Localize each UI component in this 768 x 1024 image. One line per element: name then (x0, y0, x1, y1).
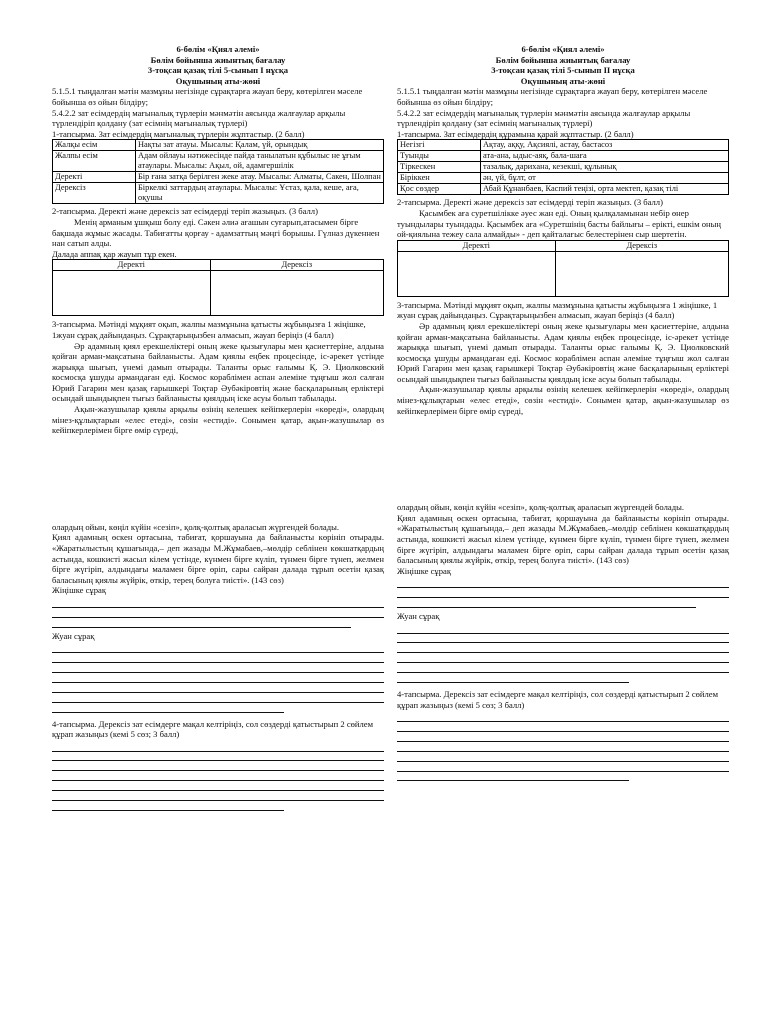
table-header-row (398, 240, 729, 251)
task2-text: Менің арманым ұшқыш болу еді. Сәкен әлиә ағашын суғарып,атасымен бірге бақшада жұмыс жасады. Табиғатты қорғау - адамзаттың мәңгі борышы. Гүлназ дүкеннен нан сатып алды. (52, 216, 380, 249)
table-cell: Қос сөздер (398, 184, 481, 195)
table-cell: Жалқы есім (53, 140, 136, 151)
answer-cell[interactable] (555, 251, 728, 296)
task2-answer-table (52, 259, 384, 316)
task2-text: Далада аппақ қар жауып тұр екен. (52, 248, 177, 259)
reading-text: олардың ойын, көңіл күйін «сезіп», қолқ-қолтық араласып жүргендей болады. (397, 502, 685, 513)
table-row (53, 140, 384, 151)
goal-1: 5.1.5.1 тыңдалған мәтін мазмұны негізінде сұрақтарға жауап беру, көтерілген мәселе бойынша өз ойын білдіру; (397, 86, 708, 107)
variant-title: 3-тоқсан қазақ тілі 5-сынып I нұсқа (147, 65, 289, 76)
table-cell: Туынды (398, 151, 481, 162)
table-row (53, 271, 384, 316)
variant-1-column (52, 44, 384, 811)
section-title: 6-бөлім «Қиял әлемі» (521, 44, 605, 54)
task3-title: 3-тапсырма. Мәтінді мұқият оқып, жалпы мазмұнына қатысты жұбыңызға 1 жіңішке, 1жуан сұрақ дайындаңыз. Сұрақтарыңызбен алмасып, жауап беріңіз (4 балл) (52, 319, 366, 340)
task1-title: 1-тапсырма. Зат есімдердің мағыналық түрлерін жұптастыр. (2 балл) (52, 128, 305, 139)
task3-title: 3-тапсырма. Мәтінді мұқият оқып, жалпы мазмұнына қатысты жұбыңызға 1 жіңішке, 1 жуан сұрақ дайындаңыз. Сұрақтарыңызбен алмасып, жауап беріңіз (4 балл) (397, 299, 718, 321)
table-row (398, 173, 729, 184)
thin-question-label: Жіңішке сұрақ (397, 565, 452, 576)
goal-1: 5.1.5.1 тыңдалған мәтін мазмұны негізінде сұрақтарға жауап беру, көтерілген мәселе бойынша өз ойын білдіру; (52, 86, 363, 107)
table-row (53, 183, 384, 204)
thin-question-answer-lines[interactable] (52, 598, 384, 628)
table-cell: ән, үй, бұлт, от (481, 173, 729, 184)
table-cell: Біркелкі заттардың атаулары. Мысалы: Ұстаз, қала, кеше, аға, оқушы (136, 183, 384, 204)
answer-cell[interactable] (210, 271, 383, 316)
reading-text: Қиял адамның өскен ортасына, табиғат, қоршауына да байланысты көрініп отырады. «Жаратылыстың құшағында,– деп жазады М.Жұмабаев,–мөлдір себлінен көкшатқардың астында, кошкисті жасыл кілем үстінде, күнмен бірге күліп, түнмен бірге түнеп, желмен бірге жүгіріп, алдындағы маламен бірге өріп, сары сайран далада тұрып өсетін қазақ баласының қиялы жүйрік, өткір, терең болуға тиісті». (143 сөз) (52, 532, 384, 585)
table-cell: Дерексіз (53, 183, 136, 204)
table-row (398, 151, 729, 162)
answer-cell[interactable] (398, 251, 556, 296)
column-header: Деректі (398, 240, 556, 251)
table-cell: Негізгі (398, 140, 481, 151)
table-row (53, 151, 384, 172)
table-header-row (53, 260, 384, 271)
reading-text: Әр адамның қиял ерекшеліктері оның жеке қызығулары мен қасиеттеріне, алдына қойған арман-мақсатына байланысты. Адам қиялы еңбек процесінде, іс-әрекет үстінде жарыққа шығып, үнемі дамып отырады. Таланты орыс ғалымы Қ. Э. Циолковский космосқа ұшуды армандаған еді. Космос кораблімен аспан әлеміне тұңғыш жол салған Юрий Гагарин мен қазақ ғарышкері Тоқтар Әубәкіровтің және басқаларының ерліктері осындай шындықпен тығыз байланысты қиялдың іске асуы болып табылады. (52, 340, 384, 404)
student-name-label: Оқушының аты-жөні (175, 75, 261, 86)
table-row (398, 251, 729, 296)
table-row (53, 172, 384, 183)
table-cell: Деректі (53, 172, 136, 183)
goal-2: 5.4.2.2 зат есімдердің мағыналық түрлерін мәнмәтін аясында жалғаулар арқылы түрлендіріп қолдану (зат есімнің мағыналық түрлері) (52, 107, 346, 129)
answer-cell[interactable] (53, 271, 211, 316)
table-row (398, 140, 729, 151)
table-cell: Адам ойлауы нәтижесінде пайда танылатын құбылыс не ұғым атаулары. Мысалы: Ақыл, ой, адамгершілік (136, 151, 384, 172)
task2-text: Қасымбек аға суретшілікке әуес жан еді. Оның қылқаламынан небір өнер туындылары туындады. Қасымбек аға «Суретшінің басты байлығы – ерікті, ешкім оның ой-қиялына тежеу сала алмайды» - деп қайталағыс белестерінен сыр шертетін. (397, 207, 721, 240)
thin-question-answer-lines[interactable] (397, 578, 729, 608)
thick-question-answer-lines[interactable] (397, 624, 729, 683)
table-cell: Абай Құнанбаев, Каспий теңізі, орта мектеп, қазақ тілі (481, 184, 729, 195)
task1-table (52, 139, 384, 204)
thin-question-label: Жіңішке сұрақ (52, 585, 107, 596)
reading-text: Қиял адамның өскен ортасына, табиғат, қоршауына да байланысты көрініп отырады. «Жаратылыстың құшағында,– деп жазады М.Жұмабаев,–мөлдір себлінен көкшатқардың астында, кошкисті жасыл кілем үстінде, күнмен бірге күліп, түнмен бірге түнеп, желмен бірге жүгіріп, алдындағы маламен бірге өріп, сары сайран далада тұрып өсетін қазақ баласының қиялы жүйрік, өткір, терең болуға тиісті». (143 сөз) (397, 512, 729, 566)
table-cell: Тіркескен (398, 162, 481, 173)
table-cell: Ақтау, аққу, Ақсиялі, астау, бастасоз (481, 140, 729, 151)
thick-question-label: Жуан сұрақ (397, 611, 440, 622)
thick-question-label: Жуан сұрақ (52, 630, 95, 641)
assessment-title: Бөлім бойынша жиынтық бағалау (150, 54, 286, 65)
reading-text: Ақын-жазушылар қиялы арқылы өзінің келешек кейіпкерлерін «көреді», олардың мінез-құлықтарын «елес етеді», сөзін «естиді». Сонымен қатар, ақын-жазушылар өз кейіпкерлерімен бірге өмір сүреді, (52, 404, 384, 436)
reading-text: Ақын-жазушылар қиялы арқылы өзінің келешек кейіпкерлерін «көреді», олардың мінез-құлықтарын «елес етеді», сөзін «естиді». Сонымен қатар, ақын-жазушылар өз кейіпкерлерімен бірге өмір сүреді, (397, 384, 729, 416)
section-title: 6-бөлім «Қиял әлемі» (176, 44, 260, 54)
task1-title: 1-тапсырма. Зат есімдердің құрамына қарай жұптастыр. (2 балл) (397, 128, 634, 139)
table-cell: Нақты зат атауы. Мысалы: Қалам, үй, орындық (136, 140, 384, 151)
column-header: Дерексіз (555, 240, 728, 251)
table-row (398, 184, 729, 195)
task4-answer-lines[interactable] (397, 712, 729, 781)
table-cell: ата-ана, ыдыс-аяқ, бала-шаға (481, 151, 729, 162)
task2-answer-table (397, 240, 729, 297)
student-name-label: Оқушының аты-жөні (520, 75, 606, 86)
task4-answer-lines[interactable] (52, 742, 384, 811)
variant-2-column (397, 44, 729, 781)
thick-question-answer-lines[interactable] (52, 643, 384, 712)
task4-title: 4-тапсырма. Дерексіз зат есімдерге мақал келтіріңіз, сол сөздерді қатыстырып 2 сөйлем құрап жазыңыз (кемі 5 сөз; 3 балл) (52, 718, 374, 740)
assessment-title: Бөлім бойынша жиынтық бағалау (495, 54, 631, 65)
table-cell: Бір ғана затқа берілген жеке атау. Мысалы: Алматы, Сакен, Шолпан (136, 172, 384, 183)
task2-title: 2-тапсырма. Деректі және дерексіз зат есімдерді теріп жазыңыз. (3 балл) (397, 197, 663, 208)
task1-table (397, 139, 729, 195)
column-header: Деректі (53, 260, 211, 271)
variant-title: 3-тоқсан қазақ тілі 5-сынып II нұсқа (491, 65, 635, 76)
goal-2: 5.4.2.2 зат есімдердің мағыналық түрлерін мәнмәтін аясында жалғаулар арқылы түрлендіріп қолдану (зат есімнің мағыналық түрлері) (397, 107, 691, 129)
task4-title: 4-тапсырма. Дерексіз зат есімдерге мақал келтіріңіз, сол сөздерді қатыстырып 2 сөйлем құрап жазыңыз (кемі 5 сөз; 3 балл) (397, 689, 719, 710)
table-cell: Жалпы есім (53, 151, 136, 172)
table-cell: тазалық, дарихана, кезекші, құлынық (481, 162, 729, 173)
column-header: Дерексіз (210, 260, 383, 271)
task2-title: 2-тапсырма. Деректі және дерексіз зат есімдерді теріп жазыңыз. (3 балл) (52, 206, 318, 217)
reading-text: олардың ойын, көңіл күйін «сезіп», қолқ-қолтық араласып жүргендей болады. (52, 521, 340, 532)
table-row (398, 162, 729, 173)
reading-text: Әр адамның қиял ерекшеліктері оның жеке қызығулары мен қасиеттеріне, алдына қойған арман-мақсатына байланысты. Адам қиялы еңбек процесінде, іс-әрекет үстінде жарыққа шығып, үнемі дамып отырады. Таланты орыс ғалымы Қ. Э. Циолковский космосқа ұшуды армандаған еді. Космос кораблімен аспан әлеміне тұңғыш жол салған Юрий Гагарин мен қазақ ғарышкері Тоқтар Әубәкіровтің және басқаларының ерліктері осындай шындықпен тығыз байланысты қиялдың іске асуы болып табылады. (397, 320, 729, 384)
table-cell: Біріккен (398, 173, 481, 184)
